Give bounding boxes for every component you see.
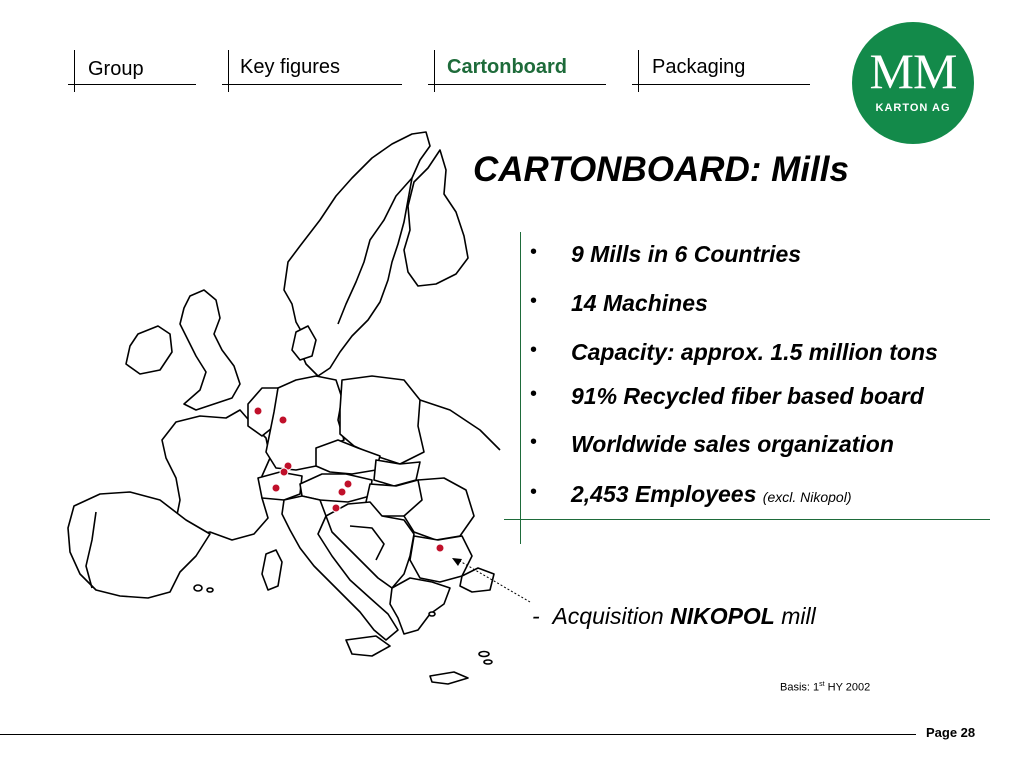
bullet-note: (excl. Nikopol) — [762, 489, 852, 505]
basis-sup: st — [819, 681, 825, 688]
tab-key-figures-label[interactable]: Key figures — [240, 56, 341, 78]
mill-marker — [332, 504, 340, 512]
footer-rule — [0, 734, 916, 735]
mill-marker — [280, 468, 288, 476]
map-island — [479, 652, 489, 657]
bullet-icon: • — [530, 383, 538, 405]
basis-note — [780, 681, 870, 694]
acquisition-suffix: mill — [781, 603, 816, 629]
page-title: CARTONBOARD: Mills — [473, 150, 849, 189]
acquisition-note — [532, 603, 816, 630]
bullet-icon: • — [530, 481, 538, 503]
horizontal-separator — [504, 519, 990, 520]
mill-marker — [344, 480, 352, 488]
map-island-sicily — [346, 636, 390, 656]
basis-prefix: Basis: 1 — [780, 681, 820, 694]
map-island — [194, 585, 202, 591]
vertical-separator — [520, 232, 521, 544]
mill-marker — [272, 484, 280, 492]
bullet-text: 2,453 Employees — [571, 481, 757, 507]
acquisition-prefix: Acquisition — [552, 603, 664, 629]
map-country-great-britain — [180, 290, 240, 410]
bullet-icon: • — [530, 290, 538, 312]
tab-group-label[interactable]: Group — [88, 58, 144, 80]
bullet-icon: • — [530, 431, 538, 453]
bullet-icon: • — [530, 339, 538, 361]
map-island — [484, 660, 492, 664]
map-island — [429, 612, 435, 616]
map-country-greece — [390, 578, 450, 634]
page-number: Page 28 — [926, 725, 976, 740]
bullet-text: Capacity: approx. 1.5 million tons — [571, 339, 938, 365]
basis-suffix: HY 2002 — [824, 681, 871, 694]
tab-packaging-label[interactable]: Packaging — [652, 56, 746, 78]
mill-marker — [338, 488, 346, 496]
map-island-crete — [430, 672, 468, 684]
bullet-icon: • — [530, 241, 538, 263]
map-country-ireland — [126, 326, 172, 374]
acquisition-name: NIKOPOL — [670, 603, 775, 629]
bullet-text: 9 Mills in 6 Countries — [571, 241, 802, 267]
bullet-text-group — [571, 481, 852, 508]
mill-marker — [254, 407, 262, 415]
bullet-text: Worldwide sales organization — [571, 431, 894, 457]
tab-cartonboard-label[interactable]: Cartonboard — [447, 56, 567, 78]
map-country-ukraine-edge — [420, 400, 500, 450]
logo-mark: MM — [869, 43, 957, 99]
acquisition-dash: - — [532, 603, 540, 629]
bullet-text: 14 Machines — [571, 290, 708, 316]
mill-marker — [279, 416, 287, 424]
map-island-sardinia — [262, 550, 282, 590]
logo-subtitle: KARTON AG — [875, 102, 951, 114]
mill-marker-nikopol — [436, 544, 444, 552]
map-island — [207, 588, 213, 592]
bullet-text: 91% Recycled fiber based board — [571, 383, 924, 409]
